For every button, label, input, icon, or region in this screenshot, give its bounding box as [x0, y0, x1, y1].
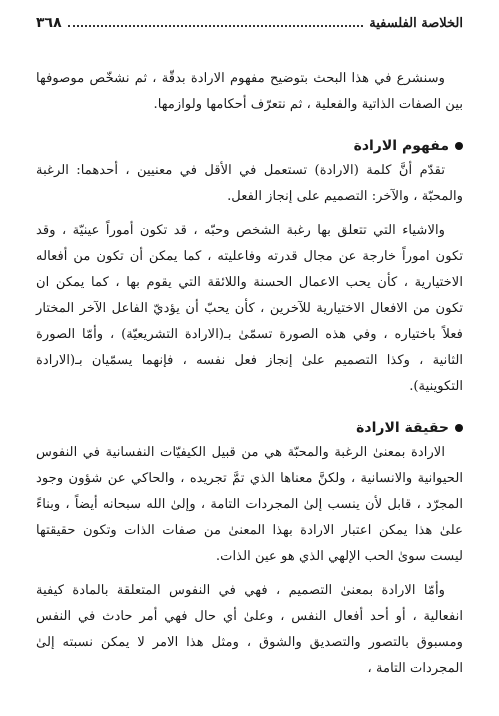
book-title: الخلاصة الفلسفية [369, 16, 463, 31]
section-title: مفهوم الارادة [353, 138, 449, 154]
page-number: ٣٦٨ [36, 15, 62, 31]
paragraph: تقدّم أنَّ كلمة (الارادة) تستعمل في الأقل في معنيين ، أحدهما: الرغبة والمحبّة ، والآخر: التصميم على إنجاز الفعل. [36, 163, 463, 204]
section-heading-concept [36, 138, 463, 154]
paragraph: وأمّا الارادة بمعنىٰ التصميم ، فهي في النفوس المتعلقة بالمادة كيفية انفعالية ، أو أحد أفعال النفس ، وعلىٰ أي حال فهي أمر حادث في النفس ومسبوق بالتصور والتصديق والشوق ، ومثل هذا الامر لا يمكن نسبته إلىٰ المجردات التامة ، [36, 583, 463, 676]
section-heading-reality [36, 420, 463, 436]
page-body [36, 66, 463, 682]
paragraph: الارادة بمعنىٰ الرغبة والمحبّة هي من قبيل الكيفيّات النفسانية في النفوس الحيوانية والانسانية ، ولكنَّ معناها الذي تمَّ تجريده ، والحاكي عن شؤون وجود المجرّد ، قابل لأن ينسب إلىٰ المجردات التامة ، وإلىٰ الله سبحانه أيضاً ، وبناءً علىٰ هذا يمكن اعتبار الارادة بهذا المعنىٰ من صفات الذات وتكون حقيقتها ليست سوىٰ الحب الإلهي الذي هو عين الذات. [36, 445, 463, 564]
header-dot-leader [68, 25, 364, 27]
intro-paragraph: وسنشرع في هذا البحث بتوضيح مفهوم الارادة بدقّة ، ثم نشخّص موصوفها بين الصفات الذاتية والفعلية ، ثم نتعرّف أحكامها ولوازمها. [36, 71, 463, 112]
paragraph: والاشياء التي تتعلق بها رغبة الشخص وحبّه ، قد تكون أموراً عينيّة ، وقد تكون اموراً خارجة عن مجال قدرته وفاعليته ، كما يمكن أن تكون من أفعاله الاختيارية ، كأن يحب الاعمال الحسنة واللائقة التي يقوم بها ، كما يمكن ان تكون من الافعال الاختيارية للآخرين ، كأن يحبّ أن يؤديّ الفاعل الآخر المختار فعلاً باختياره ، وفي هذه الصورة تسمّىٰ بـ(الارادة التشريعيّة) ، وأمّا الصورة الثانية ، وكذا التصميم علىٰ إنجاز فعل نفسه ، فإنهما يسمّيان بـ(الارادة التكوينية). [36, 223, 463, 394]
running-header [36, 15, 463, 31]
section-title: حقيقة الارادة [356, 420, 449, 436]
bullet-icon [455, 142, 463, 150]
bullet-icon [455, 424, 463, 432]
